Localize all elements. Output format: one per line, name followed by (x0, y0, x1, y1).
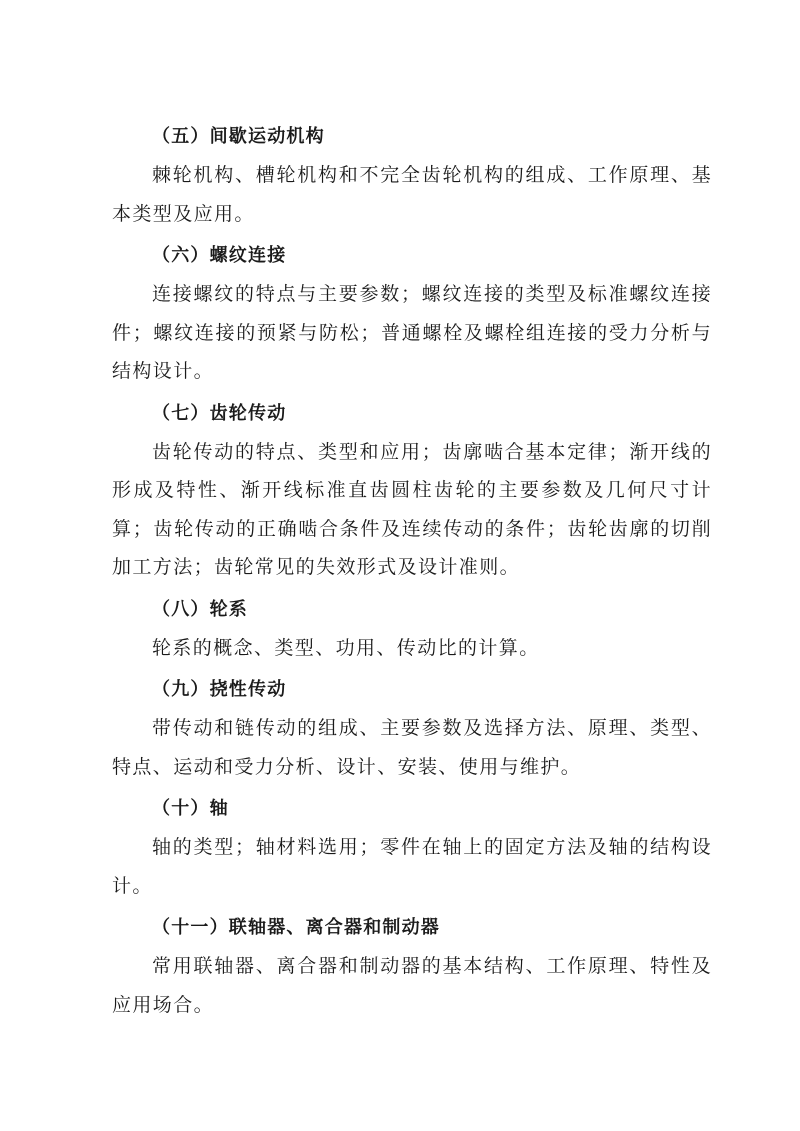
section-title-6: （六）螺纹连接 (152, 245, 287, 266)
section-body-10: 轴的类型；轴材料选用；零件在轴上的固定方法及轴的结构设计。 (112, 836, 712, 897)
section-title-5: （五）间歇运动机构 (152, 126, 325, 147)
section-body-5: 棘轮机构、槽轮机构和不完全齿轮机构的组成、工作原理、基本类型及应用。 (112, 164, 712, 225)
section-body-6: 连接螺纹的特点与主要参数；螺纹连接的类型及标准螺纹连接件；螺纹连接的预紧与防松；普通螺栓及螺栓组连接的受力分析与结构设计。 (112, 283, 712, 382)
section-title-9: （九）挠性传动 (152, 679, 287, 700)
section-title-10: （十）轴 (152, 798, 229, 819)
section-title-11: （十一）联轴器、离合器和制动器 (152, 917, 440, 938)
section-title-7: （七）齿轮传动 (152, 402, 287, 424)
document-page (112, 118, 712, 1028)
section-body-9: 带传动和链传动的组成、主要参数及选择方法、原理、类型、特点、运动和受力分析、设计、安装、使用与维护。 (112, 717, 712, 778)
section-body-11: 常用联轴器、离合器和制动器的基本结构、工作原理、特性及应用场合。 (112, 955, 712, 1016)
section-title-8: （八）轮系 (152, 598, 248, 620)
section-body-8: 轮系的概念、类型、功用、传动比的计算。 (152, 636, 540, 659)
section-body-7: 齿轮传动的特点、类型和应用；齿廓啮合基本定律；渐开线的形成及特性、渐开线标准直齿圆柱齿轮的主要参数及几何尺寸计算；齿轮传动的正确啮合条件及连续传动的条件；齿轮齿廓的切削加工方法；齿轮常见的失效形式及设计准则。 (112, 440, 712, 578)
